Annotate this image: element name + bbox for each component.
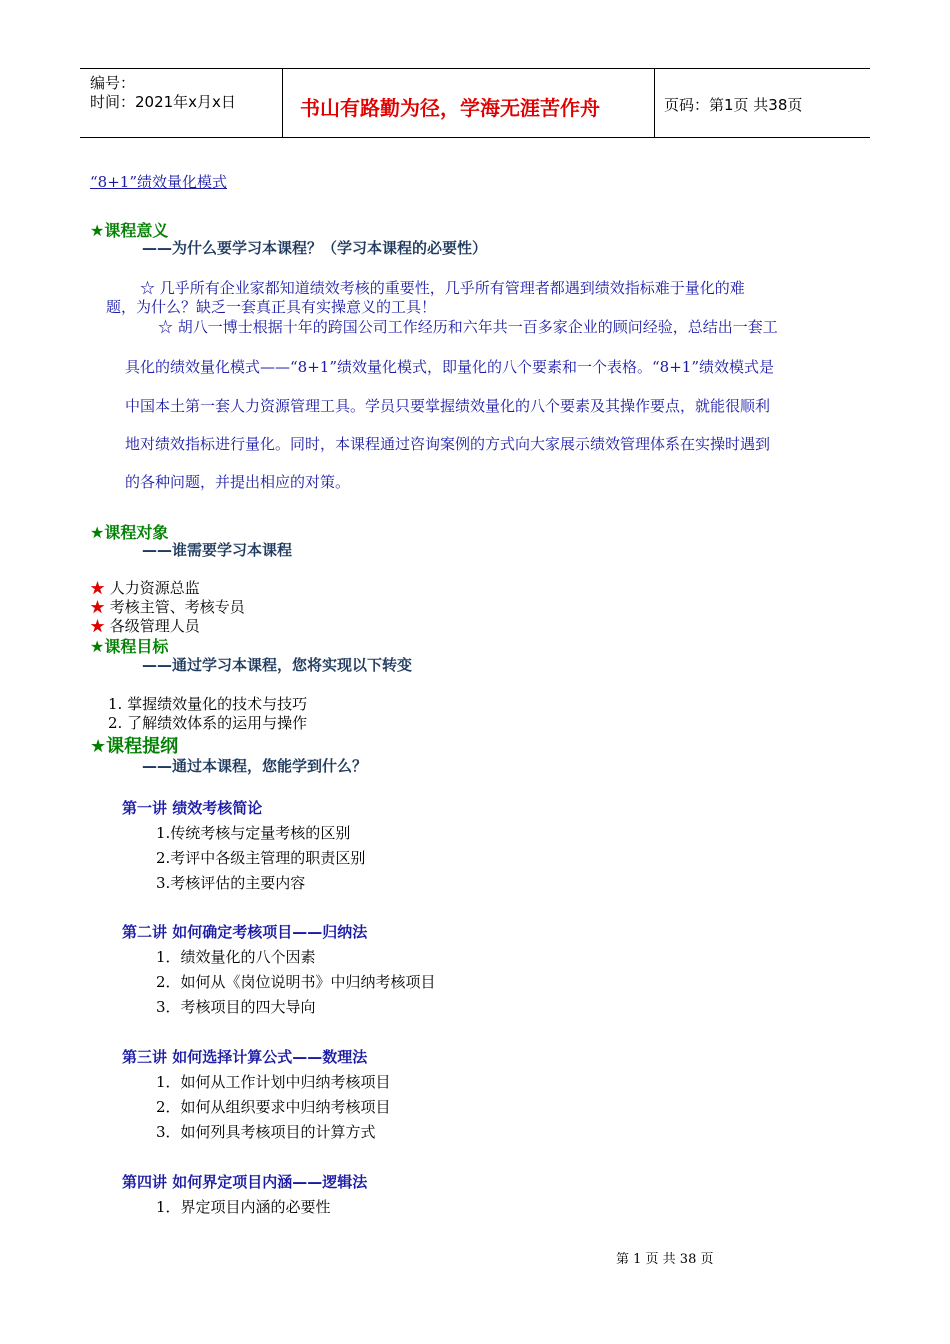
section-heading-goals: ★课程目标 (90, 637, 169, 656)
lecture-item: 1．界定项目内涵的必要性 (156, 1198, 331, 1216)
lecture-item: 1．如何从工作计划中归纳考核项目 (156, 1073, 391, 1091)
star-bullet-icon: ★ (90, 617, 106, 635)
page-info: 页码：第1页 共38页 (664, 96, 803, 114)
lecture-item: 3．考核项目的四大导向 (156, 998, 316, 1016)
number-label: 编号： (90, 74, 136, 92)
paragraph-line: 题，为什么？缺乏一套真正具有实操意义的工具！ (106, 298, 437, 316)
lecture-item: 1.传统考核与定量考核的区别 (156, 824, 351, 842)
section-subheading: ——为什么要学习本课程？（学习本课程的必要性） (142, 239, 488, 257)
list-item: ★ 人力资源总监 (90, 579, 200, 597)
lecture-title: 第三讲 如何选择计算公式——数理法 (122, 1048, 368, 1066)
lecture-item: 3.考核评估的主要内容 (156, 874, 306, 892)
section-heading-significance: ★课程意义 (90, 221, 169, 240)
document-title-link[interactable]: “8+1”绩效量化模式 (90, 173, 227, 191)
section-subheading: ——通过本课程，您能学到什么？ (142, 757, 368, 775)
lecture-item: 2.考评中各级主管理的职责区别 (156, 849, 366, 867)
paragraph-line: ☆ 几乎所有企业家都知道绩效考核的重要性，几乎所有管理者都遇到绩效指标难于量化的难 (140, 279, 745, 297)
paragraph-line: 具化的绩效量化模式——“8+1”绩效量化模式，即量化的八个要素和一个表格。“8+1”绩效模式是 (125, 358, 774, 376)
section-heading-audience: ★课程对象 (90, 523, 169, 542)
list-item: ★ 各级管理人员 (90, 617, 200, 635)
section-subheading: ——谁需要学习本课程 (142, 541, 293, 559)
lecture-item: 2．如何从《岗位说明书》中归纳考核项目 (156, 973, 436, 991)
lecture-title: 第四讲 如何界定项目内涵——逻辑法 (122, 1173, 368, 1191)
paragraph-line: 的各种问题，并提出相应的对策。 (125, 473, 351, 491)
lecture-item: 3．如何列具考核项目的计算方式 (156, 1123, 376, 1141)
paragraph-line: ☆ 胡八一博士根据十年的跨国公司工作经历和六年共一百多家企业的顾问经验，总结出一套工 (158, 318, 778, 336)
list-item: ★ 考核主管、考核专员 (90, 598, 245, 616)
list-item: 1. 掌握绩效量化的技术与技巧 (108, 695, 308, 713)
page-footer: 第 1 页 共 38 页 (616, 1252, 714, 1267)
star-bullet-icon: ★ (90, 598, 106, 616)
header-divider (654, 69, 655, 137)
lecture-title: 第一讲 绩效考核简论 (122, 799, 263, 817)
star-bullet-icon: ★ (90, 579, 106, 597)
lecture-item: 2．如何从组织要求中归纳考核项目 (156, 1098, 391, 1116)
list-item: 2. 了解绩效体系的运用与操作 (108, 714, 308, 732)
paragraph-line: 中国本土第一套人力资源管理工具。学员只要掌握绩效量化的八个要素及其操作要点，就能很顺利 (125, 397, 771, 415)
motto: 书山有路勤为径，学海无涯苦作舟 (300, 96, 600, 120)
lecture-title: 第二讲 如何确定考核项目——归纳法 (122, 923, 368, 941)
lecture-item: 1．绩效量化的八个因素 (156, 948, 316, 966)
time-label: 时间：2021年x月x日 (90, 93, 236, 111)
section-heading-outline: ★课程提纲 (90, 736, 179, 757)
paragraph-line: 地对绩效指标进行量化。同时，本课程通过咨询案例的方式向大家展示绩效管理体系在实操时遇到 (125, 435, 771, 453)
header-divider (282, 69, 283, 137)
section-subheading: ——通过学习本课程，您将实现以下转变 (142, 656, 413, 674)
